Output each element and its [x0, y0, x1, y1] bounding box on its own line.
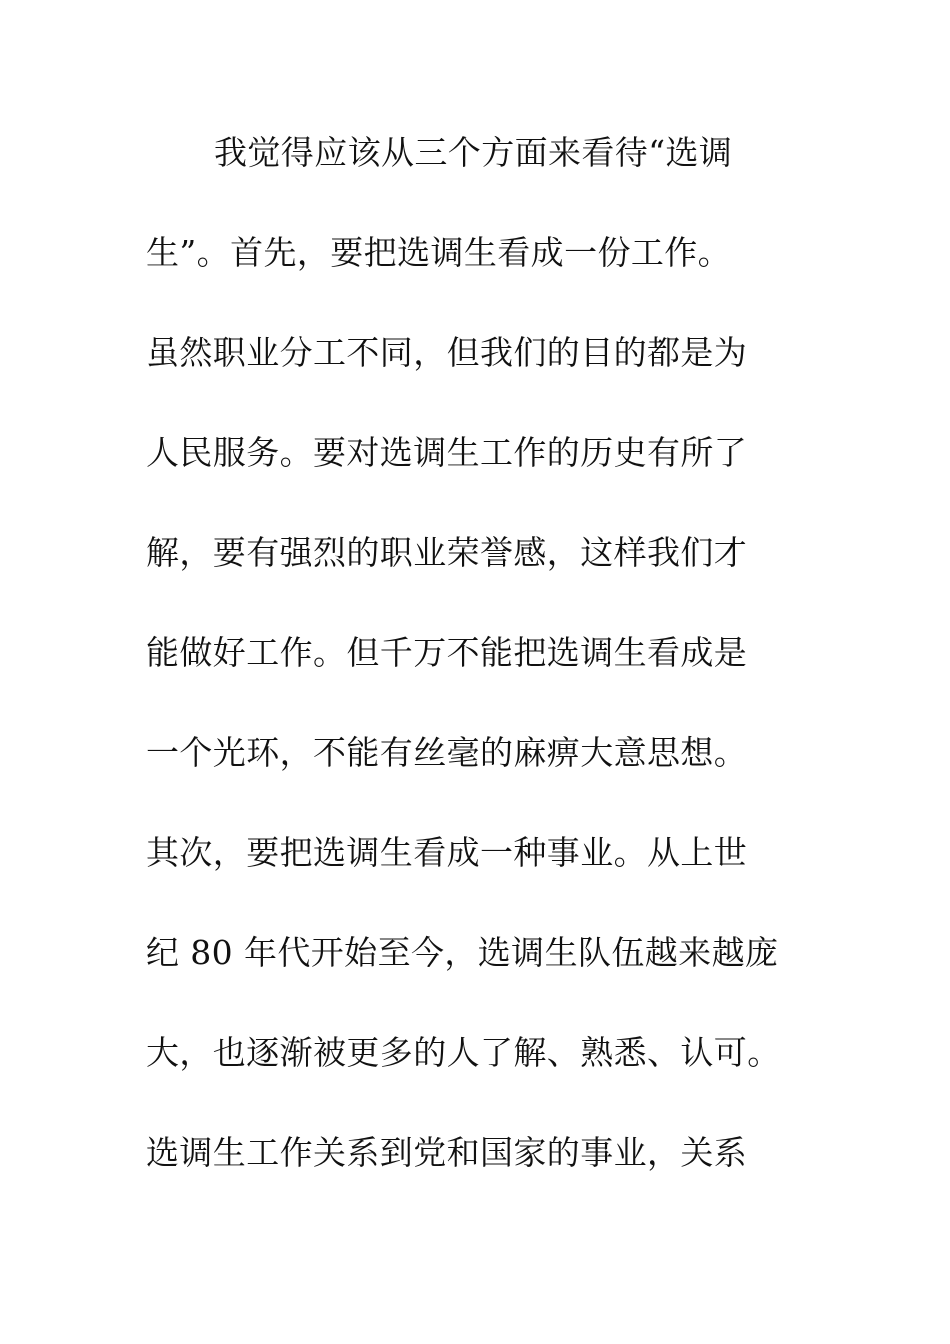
paragraph-line: 其次，要把选调生看成一种事业。从上世: [146, 833, 748, 872]
paragraph-line: 虽然职业分工不同，但我们的目的都是为: [146, 333, 748, 372]
paragraph-line: 一个光环，不能有丝毫的麻痹大意思想。: [146, 733, 748, 772]
paragraph-line: 大，也逐渐被更多的人了解、熟悉、认可。: [146, 1033, 781, 1072]
paragraph-line: 纪 80 年代开始至今，选调生队伍越来越庞: [146, 933, 779, 972]
paragraph-line: 能做好工作。但千万不能把选调生看成是: [146, 633, 748, 672]
paragraph-line: 选调生工作关系到党和国家的事业，关系: [146, 1133, 748, 1172]
paragraph-line: 人民服务。要对选调生工作的历史有所了: [146, 433, 748, 472]
paragraph-line: 我觉得应该从三个方面来看待“选调: [214, 133, 733, 172]
paragraph-line: 生”。首先，要把选调生看成一份工作。: [146, 233, 732, 272]
paragraph-line: 解，要有强烈的职业荣誉感，这样我们才: [146, 533, 748, 572]
